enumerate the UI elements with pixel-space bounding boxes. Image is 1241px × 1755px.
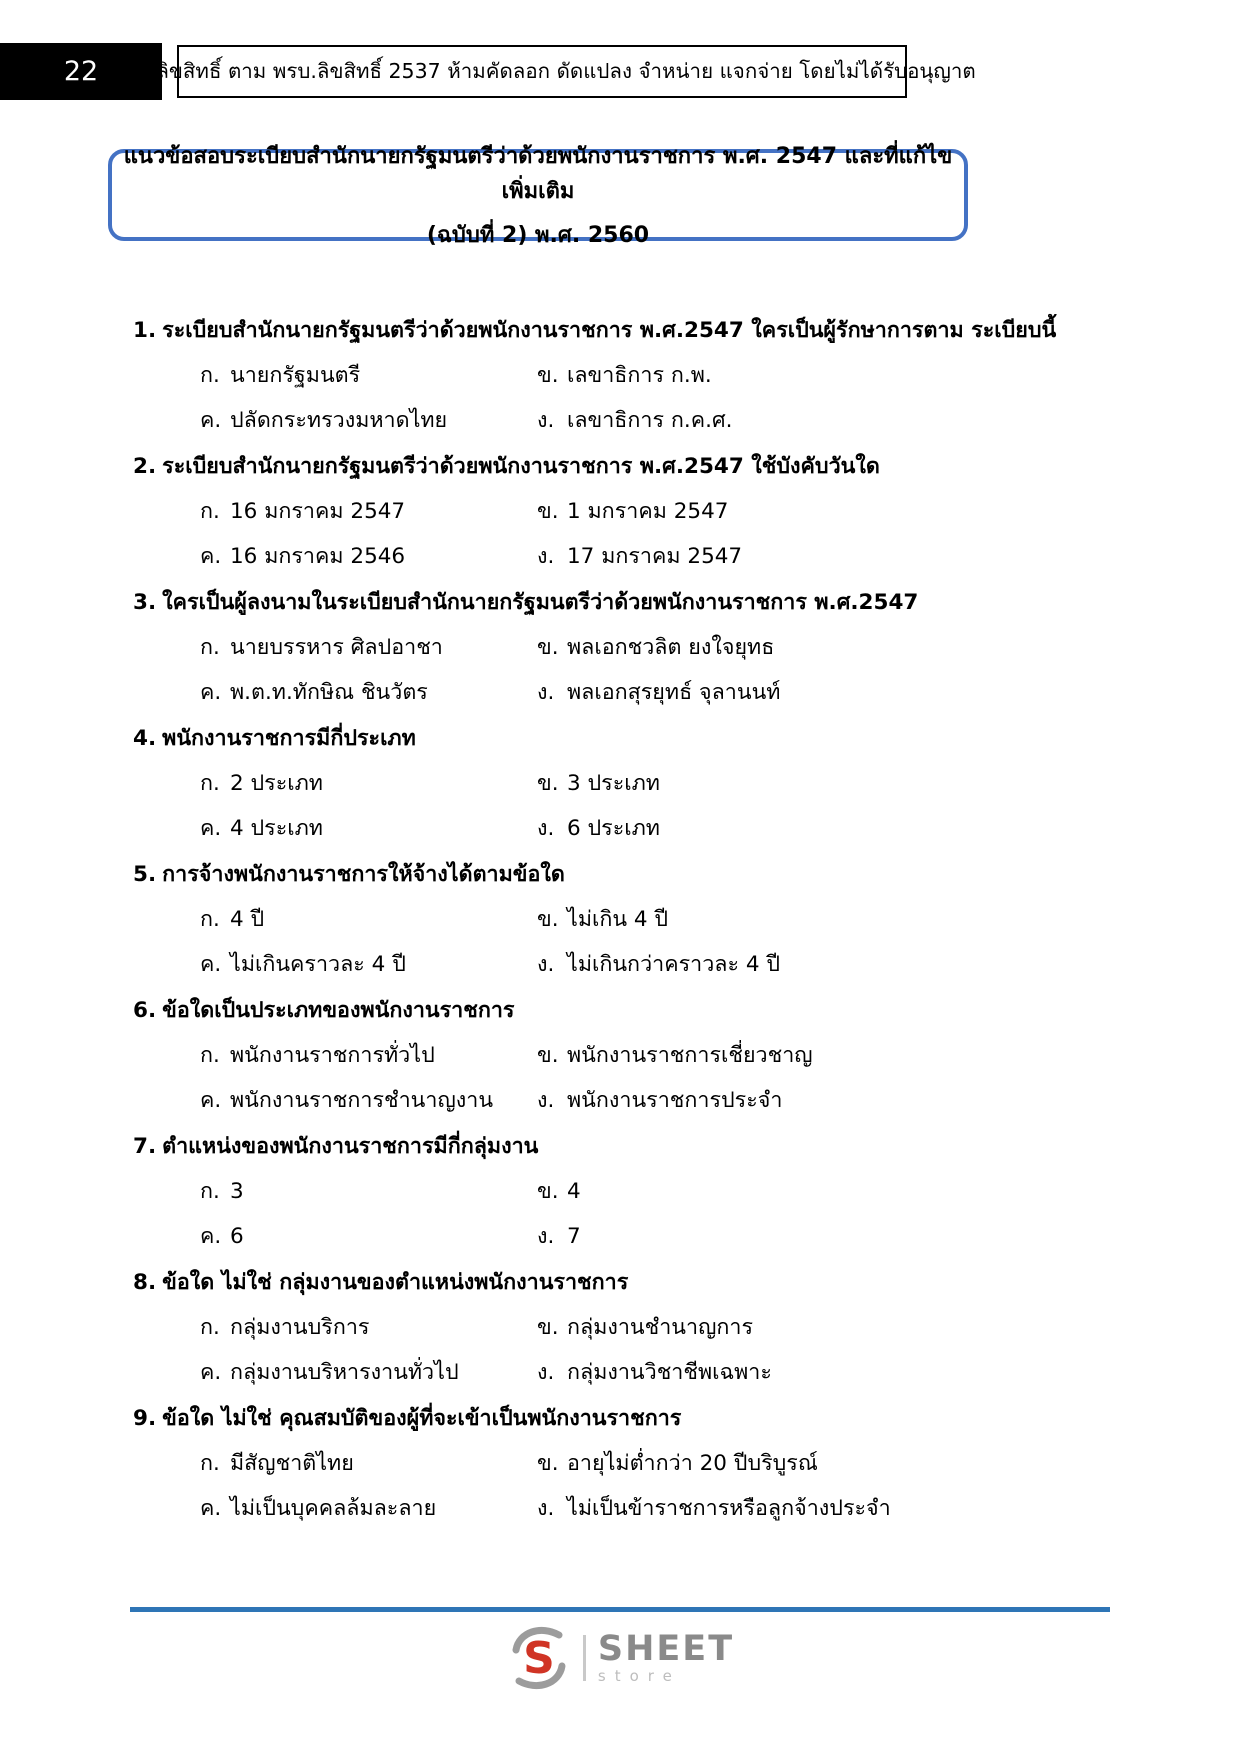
option-label: ค.: [200, 1224, 222, 1249]
option-text: กลุ่มงานบริการ: [230, 1315, 370, 1340]
question-text: 8. ข้อใด ไม่ใช่ กลุ่มงานของตำแหน่งพนักงานราชการ: [133, 1270, 629, 1295]
option-text: 4: [567, 1179, 581, 1204]
answer-option-c: [200, 406, 537, 435]
question-number: 2.: [133, 454, 157, 479]
svg-text:S: S: [523, 1633, 555, 1684]
option-text: ไม่เป็นข้าราชการหรือลูกจ้างประจำ: [567, 1496, 891, 1521]
option-text: อายุไม่ต่ำกว่า 20 ปีบริบูรณ์: [567, 1451, 818, 1476]
option-text: 6 ประเภท: [567, 816, 660, 841]
answer-option-d: [537, 1222, 1133, 1251]
answer-option-a: [200, 769, 537, 798]
option-label: ก.: [200, 1043, 220, 1068]
exam-title-box: [108, 144, 968, 248]
option-label: ก.: [200, 771, 220, 796]
option-label: ก.: [200, 907, 220, 932]
option-text: เลขาธิการ ก.พ.: [567, 363, 712, 388]
option-label: ง.: [537, 408, 555, 433]
answer-options: [133, 1041, 1133, 1115]
answer-option-a: [200, 497, 537, 526]
option-label: ค.: [200, 816, 222, 841]
option-label: ค.: [200, 408, 222, 433]
option-label: ง.: [537, 680, 555, 705]
exam-title-line1: แนวข้อสอบระเบียบสำนักนายกรัฐมนตรีว่าด้วยพนักงานราชการ พ.ศ. 2547 และที่แก้ไขเพิ่มเติม: [123, 144, 953, 204]
option-label: ง.: [537, 1224, 555, 1249]
option-label: ข.: [537, 907, 559, 932]
option-label: ข.: [537, 499, 559, 524]
logo-title: SHEET: [597, 1629, 735, 1669]
answer-options: [133, 361, 1133, 435]
sheet-store-logo: [0, 1626, 1241, 1690]
option-label: ค.: [200, 1360, 222, 1385]
logo-divider: [583, 1635, 586, 1681]
question-text: 3. ใครเป็นผู้ลงนามในระเบียบสำนักนายกรัฐมนตรีว่าด้วยพนักงานราชการ พ.ศ.2547: [133, 590, 919, 615]
page-number: 22: [63, 56, 99, 87]
option-text: พนักงานราชการทั่วไป: [230, 1043, 435, 1068]
question-block: [133, 860, 1133, 979]
answer-options: [133, 1449, 1133, 1523]
question-number: 9.: [133, 1406, 157, 1431]
option-label: ก.: [200, 635, 220, 660]
option-label: ก.: [200, 1315, 220, 1340]
option-text: 1 มกราคม 2547: [567, 499, 729, 524]
answer-option-a: [200, 1177, 537, 1206]
option-label: ข.: [537, 1043, 559, 1068]
answer-option-c: [200, 1358, 537, 1387]
answer-option-c: [200, 678, 537, 707]
answer-option-a: [200, 905, 537, 934]
option-text: ปลัดกระทรวงมหาดไทย: [230, 408, 448, 433]
option-label: ง.: [537, 544, 555, 569]
option-label: ง.: [537, 816, 555, 841]
option-text: 4 ประเภท: [230, 816, 323, 841]
question-block: [133, 724, 1133, 843]
question-block: [133, 316, 1133, 435]
answer-options: [133, 633, 1133, 707]
option-label: ข.: [537, 771, 559, 796]
question-text: 4. พนักงานราชการมีกี่ประเภท: [133, 726, 416, 751]
answer-option-d: [537, 950, 1133, 979]
question-number: 5.: [133, 862, 157, 887]
answer-option-d: [537, 406, 1133, 435]
option-text: 17 มกราคม 2547: [567, 544, 743, 569]
option-text: 3 ประเภท: [567, 771, 660, 796]
answer-options: [133, 1177, 1133, 1251]
question-text: 1. ระเบียบสำนักนายกรัฐมนตรีว่าด้วยพนักงานราชการ พ.ศ.2547 ใครเป็นผู้รักษาการตาม ระเบียบนี้: [133, 318, 1057, 343]
question-number: 4.: [133, 726, 157, 751]
footer-divider: [130, 1607, 1110, 1612]
answer-options: [133, 905, 1133, 979]
option-label: ก.: [200, 363, 220, 388]
answer-option-d: [537, 678, 1133, 707]
option-label: ค.: [200, 680, 222, 705]
option-label: ค.: [200, 1088, 222, 1113]
answer-option-b: [537, 497, 1133, 526]
question-text: 9. ข้อใด ไม่ใช่ คุณสมบัติของผู้ที่จะเข้าเป็นพนักงานราชการ: [133, 1406, 682, 1431]
answer-options: [133, 1313, 1133, 1387]
option-text: ไม่เกินคราวละ 4 ปี: [230, 952, 406, 977]
option-text: พนักงานราชการเชี่ยวชาญ: [567, 1043, 813, 1068]
option-label: ข.: [537, 1179, 559, 1204]
copyright-text: สงวนลิขสิทธิ์ ตาม พรบ.ลิขสิทธิ์ 2537 ห้ามคัดลอก ดัดแปลง จำหน่าย แจกจ่าย โดยไม่ได้รับอนุญาต: [108, 59, 976, 83]
option-text: พ.ต.ท.ทักษิณ ชินวัตร: [230, 680, 428, 705]
option-text: มีสัญชาติไทย: [230, 1451, 354, 1476]
answer-options: [133, 497, 1133, 571]
answer-option-c: [200, 542, 537, 571]
option-text: นายบรรหาร ศิลปอาชา: [230, 635, 443, 660]
option-text: 7: [567, 1224, 581, 1249]
question-block: [133, 1404, 1133, 1523]
answer-option-b: [537, 905, 1133, 934]
answer-option-c: [200, 1222, 537, 1251]
answer-option-c: [200, 814, 537, 843]
option-label: ค.: [200, 544, 222, 569]
option-label: ง.: [537, 1360, 555, 1385]
answer-option-a: [200, 1041, 537, 1070]
option-text: 4 ปี: [230, 907, 265, 932]
option-text: นายกรัฐมนตรี: [230, 363, 361, 388]
answer-option-a: [200, 1449, 537, 1478]
option-text: ไม่เกินกว่าคราวละ 4 ปี: [567, 952, 781, 977]
answer-option-a: [200, 1313, 537, 1342]
answer-option-c: [200, 1494, 537, 1523]
option-text: 6: [230, 1224, 244, 1249]
option-label: ค.: [200, 952, 222, 977]
question-text: 7. ตำแหน่งของพนักงานราชการมีกี่กลุ่มงาน: [133, 1134, 539, 1159]
answer-option-b: [537, 1177, 1133, 1206]
option-label: ก.: [200, 499, 220, 524]
option-label: ก.: [200, 1179, 220, 1204]
option-text: พนักงานราชการชำนาญงาน: [230, 1088, 494, 1113]
s-logo-icon: [507, 1626, 571, 1690]
answer-option-d: [537, 1358, 1133, 1387]
option-text: ไม่เป็นบุคคลล้มละลาย: [230, 1496, 437, 1521]
question-number: 8.: [133, 1270, 157, 1295]
question-number: 1.: [133, 318, 157, 343]
answer-option-b: [537, 769, 1133, 798]
exam-title-line2: (ฉบับที่ 2) พ.ศ. 2560: [426, 223, 650, 248]
answer-option-c: [200, 1086, 537, 1115]
question-text: 6. ข้อใดเป็นประเภทของพนักงานราชการ: [133, 998, 515, 1023]
option-text: 2 ประเภท: [230, 771, 323, 796]
answer-option-a: [200, 361, 537, 390]
question-number: 6.: [133, 998, 157, 1023]
option-label: ข.: [537, 363, 559, 388]
question-number: 7.: [133, 1134, 157, 1159]
option-text: กลุ่มงานบริหารงานทั่วไป: [230, 1360, 459, 1385]
option-text: พลเอกสุรยุทธ์ จุลานนท์: [567, 680, 781, 705]
option-label: ง.: [537, 952, 555, 977]
option-text: 3: [230, 1179, 244, 1204]
option-text: 16 มกราคม 2546: [230, 544, 406, 569]
option-text: พนักงานราชการประจำ: [567, 1088, 783, 1113]
answer-option-d: [537, 542, 1133, 571]
question-block: [133, 588, 1133, 707]
answer-option-b: [537, 1041, 1133, 1070]
question-block: [133, 1132, 1133, 1251]
logo-text: [598, 1631, 734, 1685]
option-label: ง.: [537, 1496, 555, 1521]
option-text: กลุ่มงานชำนาญการ: [567, 1315, 754, 1340]
question-text: 2. ระเบียบสำนักนายกรัฐมนตรีว่าด้วยพนักงานราชการ พ.ศ.2547 ใช้บังคับวันใด: [133, 454, 880, 479]
option-label: ข.: [537, 1451, 559, 1476]
option-label: ข.: [537, 635, 559, 660]
answer-option-d: [537, 1086, 1133, 1115]
answer-option-b: [537, 1449, 1133, 1478]
copyright-box: [108, 45, 976, 98]
question-block: [133, 452, 1133, 571]
option-text: พลเอกชวลิต ยงใจยุทธ: [567, 635, 775, 660]
answer-option-a: [200, 633, 537, 662]
answer-option-c: [200, 950, 537, 979]
answer-option-d: [537, 1494, 1133, 1523]
answer-option-b: [537, 1313, 1133, 1342]
option-label: ง.: [537, 1088, 555, 1113]
option-text: กลุ่มงานวิชาชีพเฉพาะ: [567, 1360, 772, 1385]
question-number: 3.: [133, 590, 157, 615]
answer-option-b: [537, 633, 1133, 662]
option-text: 16 มกราคม 2547: [230, 499, 406, 524]
question-list: [133, 316, 1133, 1540]
option-text: ไม่เกิน 4 ปี: [567, 907, 669, 932]
option-label: ก.: [200, 1451, 220, 1476]
answer-option-b: [537, 361, 1133, 390]
question-text: 5. การจ้างพนักงานราชการให้จ้างได้ตามข้อใด: [133, 862, 565, 887]
question-block: [133, 996, 1133, 1115]
answer-option-d: [537, 814, 1133, 843]
option-label: ข.: [537, 1315, 559, 1340]
logo-subtitle: store: [597, 1667, 681, 1685]
answer-options: [133, 769, 1133, 843]
option-text: เลขาธิการ ก.ค.ศ.: [567, 408, 733, 433]
option-label: ค.: [200, 1496, 222, 1521]
question-block: [133, 1268, 1133, 1387]
